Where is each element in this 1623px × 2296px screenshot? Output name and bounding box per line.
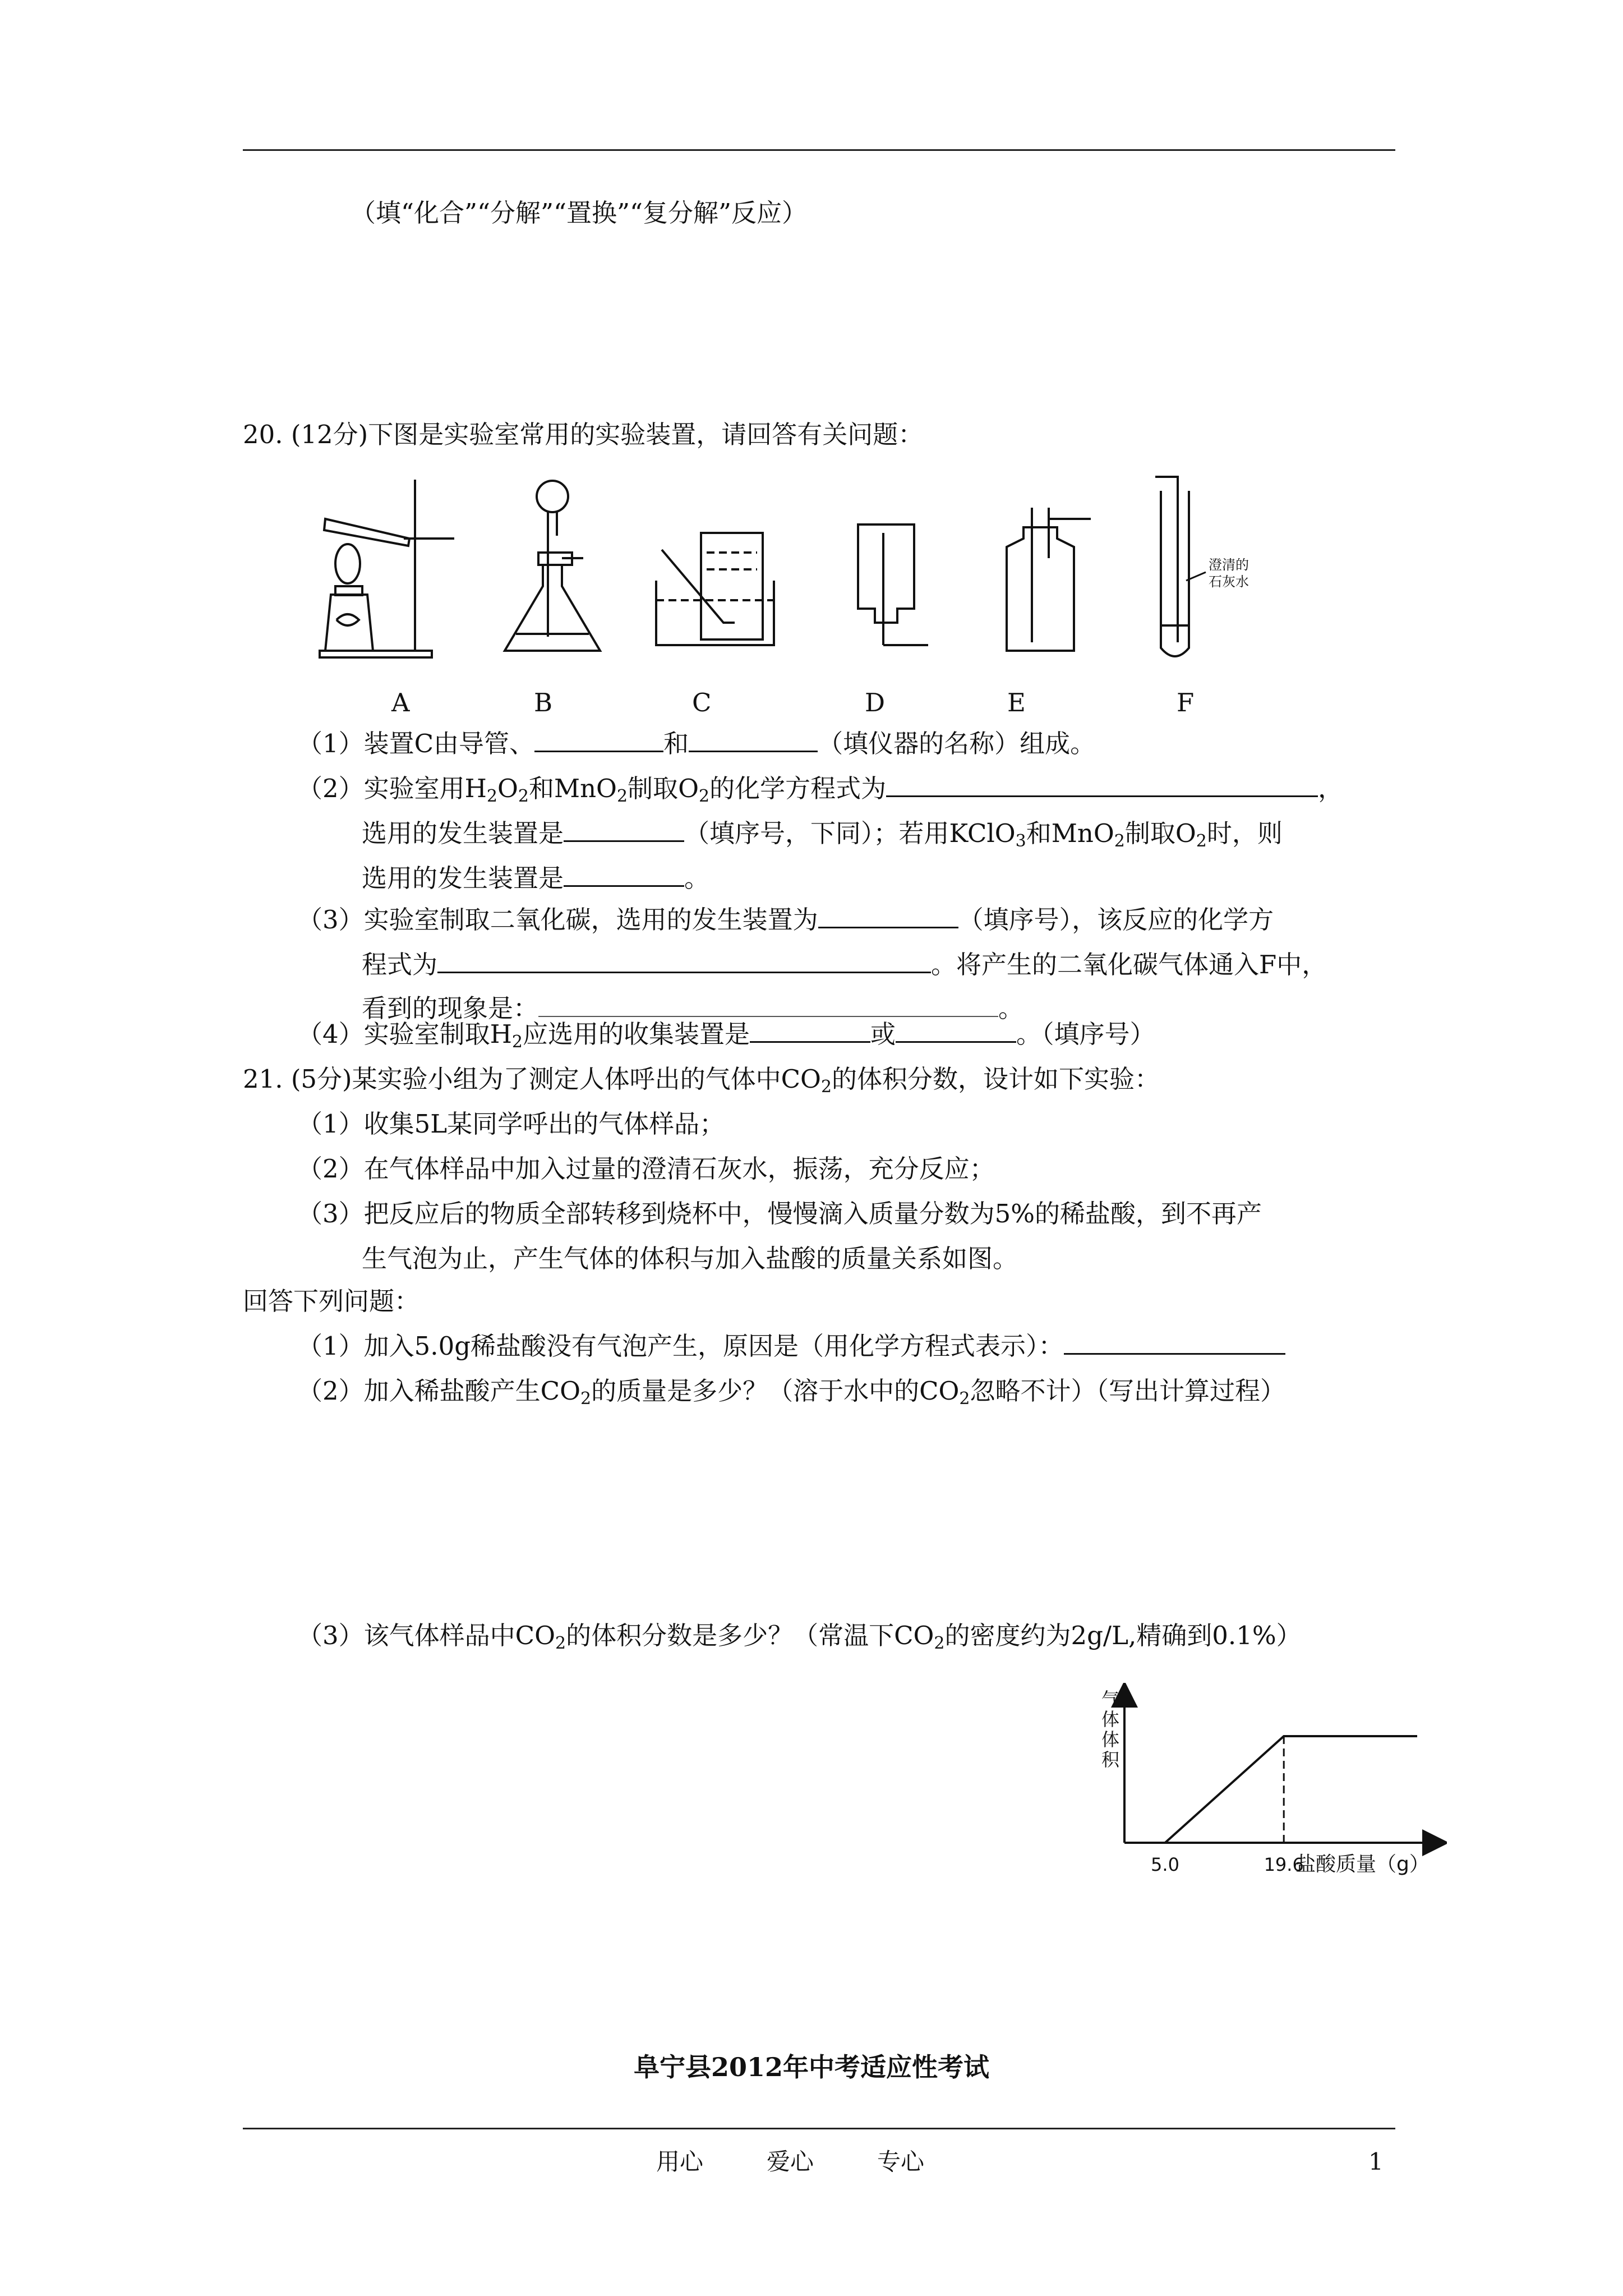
apparatus-b: [505, 481, 600, 651]
q20-part3-line2: 程式为 。将产生的二氧化碳气体通入F中，: [362, 948, 1327, 982]
x-tick-label: 19.6: [1264, 1854, 1304, 1875]
series-line: [1124, 1736, 1417, 1843]
y-axis-label-char: 气: [1101, 1688, 1120, 1710]
blank[interactable]: [538, 992, 998, 1017]
blank[interactable]: [564, 817, 684, 842]
q21-answer-heading: 回答下列问题：: [243, 1286, 420, 1316]
q21-step3-line2: 生气泡为止，产生气体的体积与加入盐酸的质量关系如图。: [362, 1244, 1018, 1273]
q21-step1: （1）收集5L某同学呼出的气体样品；: [297, 1109, 725, 1139]
blank[interactable]: [534, 727, 663, 752]
q20-part3-line1: （3）实验室制取二氧化碳，选用的发生装置为 （填序号），该反应的化学方: [297, 903, 1274, 937]
footer-rule: [243, 2128, 1395, 2129]
apparatus-figure: [314, 474, 1267, 665]
exam-title: 阜宁县2012年中考适应性考试: [633, 2052, 990, 2082]
q20-part2-line3: 选用的发生装置是 。: [362, 862, 709, 895]
q20-part1: （1）装置C由导管、 和 （填仪器的名称）组成。: [297, 727, 1095, 761]
footer-motto-1: 用心: [656, 2148, 704, 2175]
y-axis-label: [1101, 1688, 1120, 1770]
y-axis-label-char: 积: [1101, 1749, 1120, 1770]
header-rule: [243, 149, 1395, 151]
label-f: F: [1177, 688, 1195, 717]
gas-volume-chart: [1088, 1683, 1447, 1885]
y-axis-label-char: 体: [1101, 1729, 1120, 1750]
q21-answer2: （2）加入稀盐酸产生$CO_2$的质量是多少？（溶于水中的$CO_2$忽略不计）（写出计算过程）: [297, 1376, 1286, 1409]
q20-part4: （4）实验室制取$H_2$应选用的收集装置是 或 。（填序号）: [297, 1018, 1155, 1059]
q21-answer1: （1）加入5.0g稀盐酸没有气泡产生，原因是（用化学方程式表示）：: [297, 1329, 1285, 1363]
footer-motto-2: 爱心: [767, 2148, 814, 2175]
blank[interactable]: [818, 903, 958, 928]
q21-step3-line1: （3）把反应后的物质全部转移到烧杯中，慢慢滴入质量分数为5%的稀盐酸，到不再产: [297, 1199, 1262, 1228]
q21-answer3: （3）该气体样品中$CO_2$的体积分数是多少？（常温下$CO_2$的密度约为2g/L,精确到0.1%）: [297, 1621, 1302, 1653]
blank[interactable]: [437, 948, 931, 973]
label-e: E: [1007, 688, 1026, 717]
label-c: C: [692, 688, 712, 717]
blank[interactable]: [564, 862, 684, 887]
q21-intro: 21. (5分)某实验小组为了测定人体呼出的气体中$CO_2$的体积分数，设计如下实验：: [243, 1064, 1160, 1097]
apparatus-c: [656, 533, 774, 645]
f-label-2: 石灰水: [1209, 574, 1249, 590]
blank[interactable]: [896, 1018, 1016, 1043]
apparatus-a: [320, 480, 454, 657]
header-note: （填“化合”“分解”“置换”“复分解”反应）: [351, 198, 808, 228]
q20-part2-line1: （2）实验室用$H_2O_2$和MnO$_2$制取$O_2$的化学方程式为 ，: [297, 772, 1343, 813]
apparatus-f: [1155, 477, 1206, 656]
q20-part2-line2: 选用的发生装置是 （填序号，下同）；若用KClO$_3$和MnO$_2$制取$O_2$时，则: [362, 817, 1283, 858]
x-tick-label: 5.0: [1151, 1854, 1179, 1875]
y-axis-label-char: 体: [1101, 1709, 1120, 1730]
f-label-1: 澄清的: [1209, 557, 1249, 573]
q20-part3-line3: 看到的现象是： 。: [362, 993, 1024, 1023]
page-number: 1: [1368, 2148, 1384, 2175]
blank[interactable]: [886, 772, 1318, 797]
x-axis-label: 盐酸质量（g）: [1295, 1853, 1430, 1876]
blank[interactable]: [750, 1018, 870, 1043]
apparatus-e: [1007, 508, 1091, 651]
label-b: B: [534, 688, 553, 717]
label-a: A: [391, 688, 410, 717]
blank[interactable]: [689, 727, 818, 752]
q20-intro: 20. (12分)下图是实验室常用的实验装置，请回答有关问题：: [243, 420, 924, 449]
label-d: D: [865, 688, 886, 717]
blank[interactable]: [1064, 1329, 1285, 1355]
q21-step2: （2）在气体样品中加入过量的澄清石灰水，振荡，充分反应；: [297, 1154, 995, 1184]
footer-motto-3: 专心: [877, 2148, 925, 2175]
apparatus-d: [858, 524, 928, 645]
